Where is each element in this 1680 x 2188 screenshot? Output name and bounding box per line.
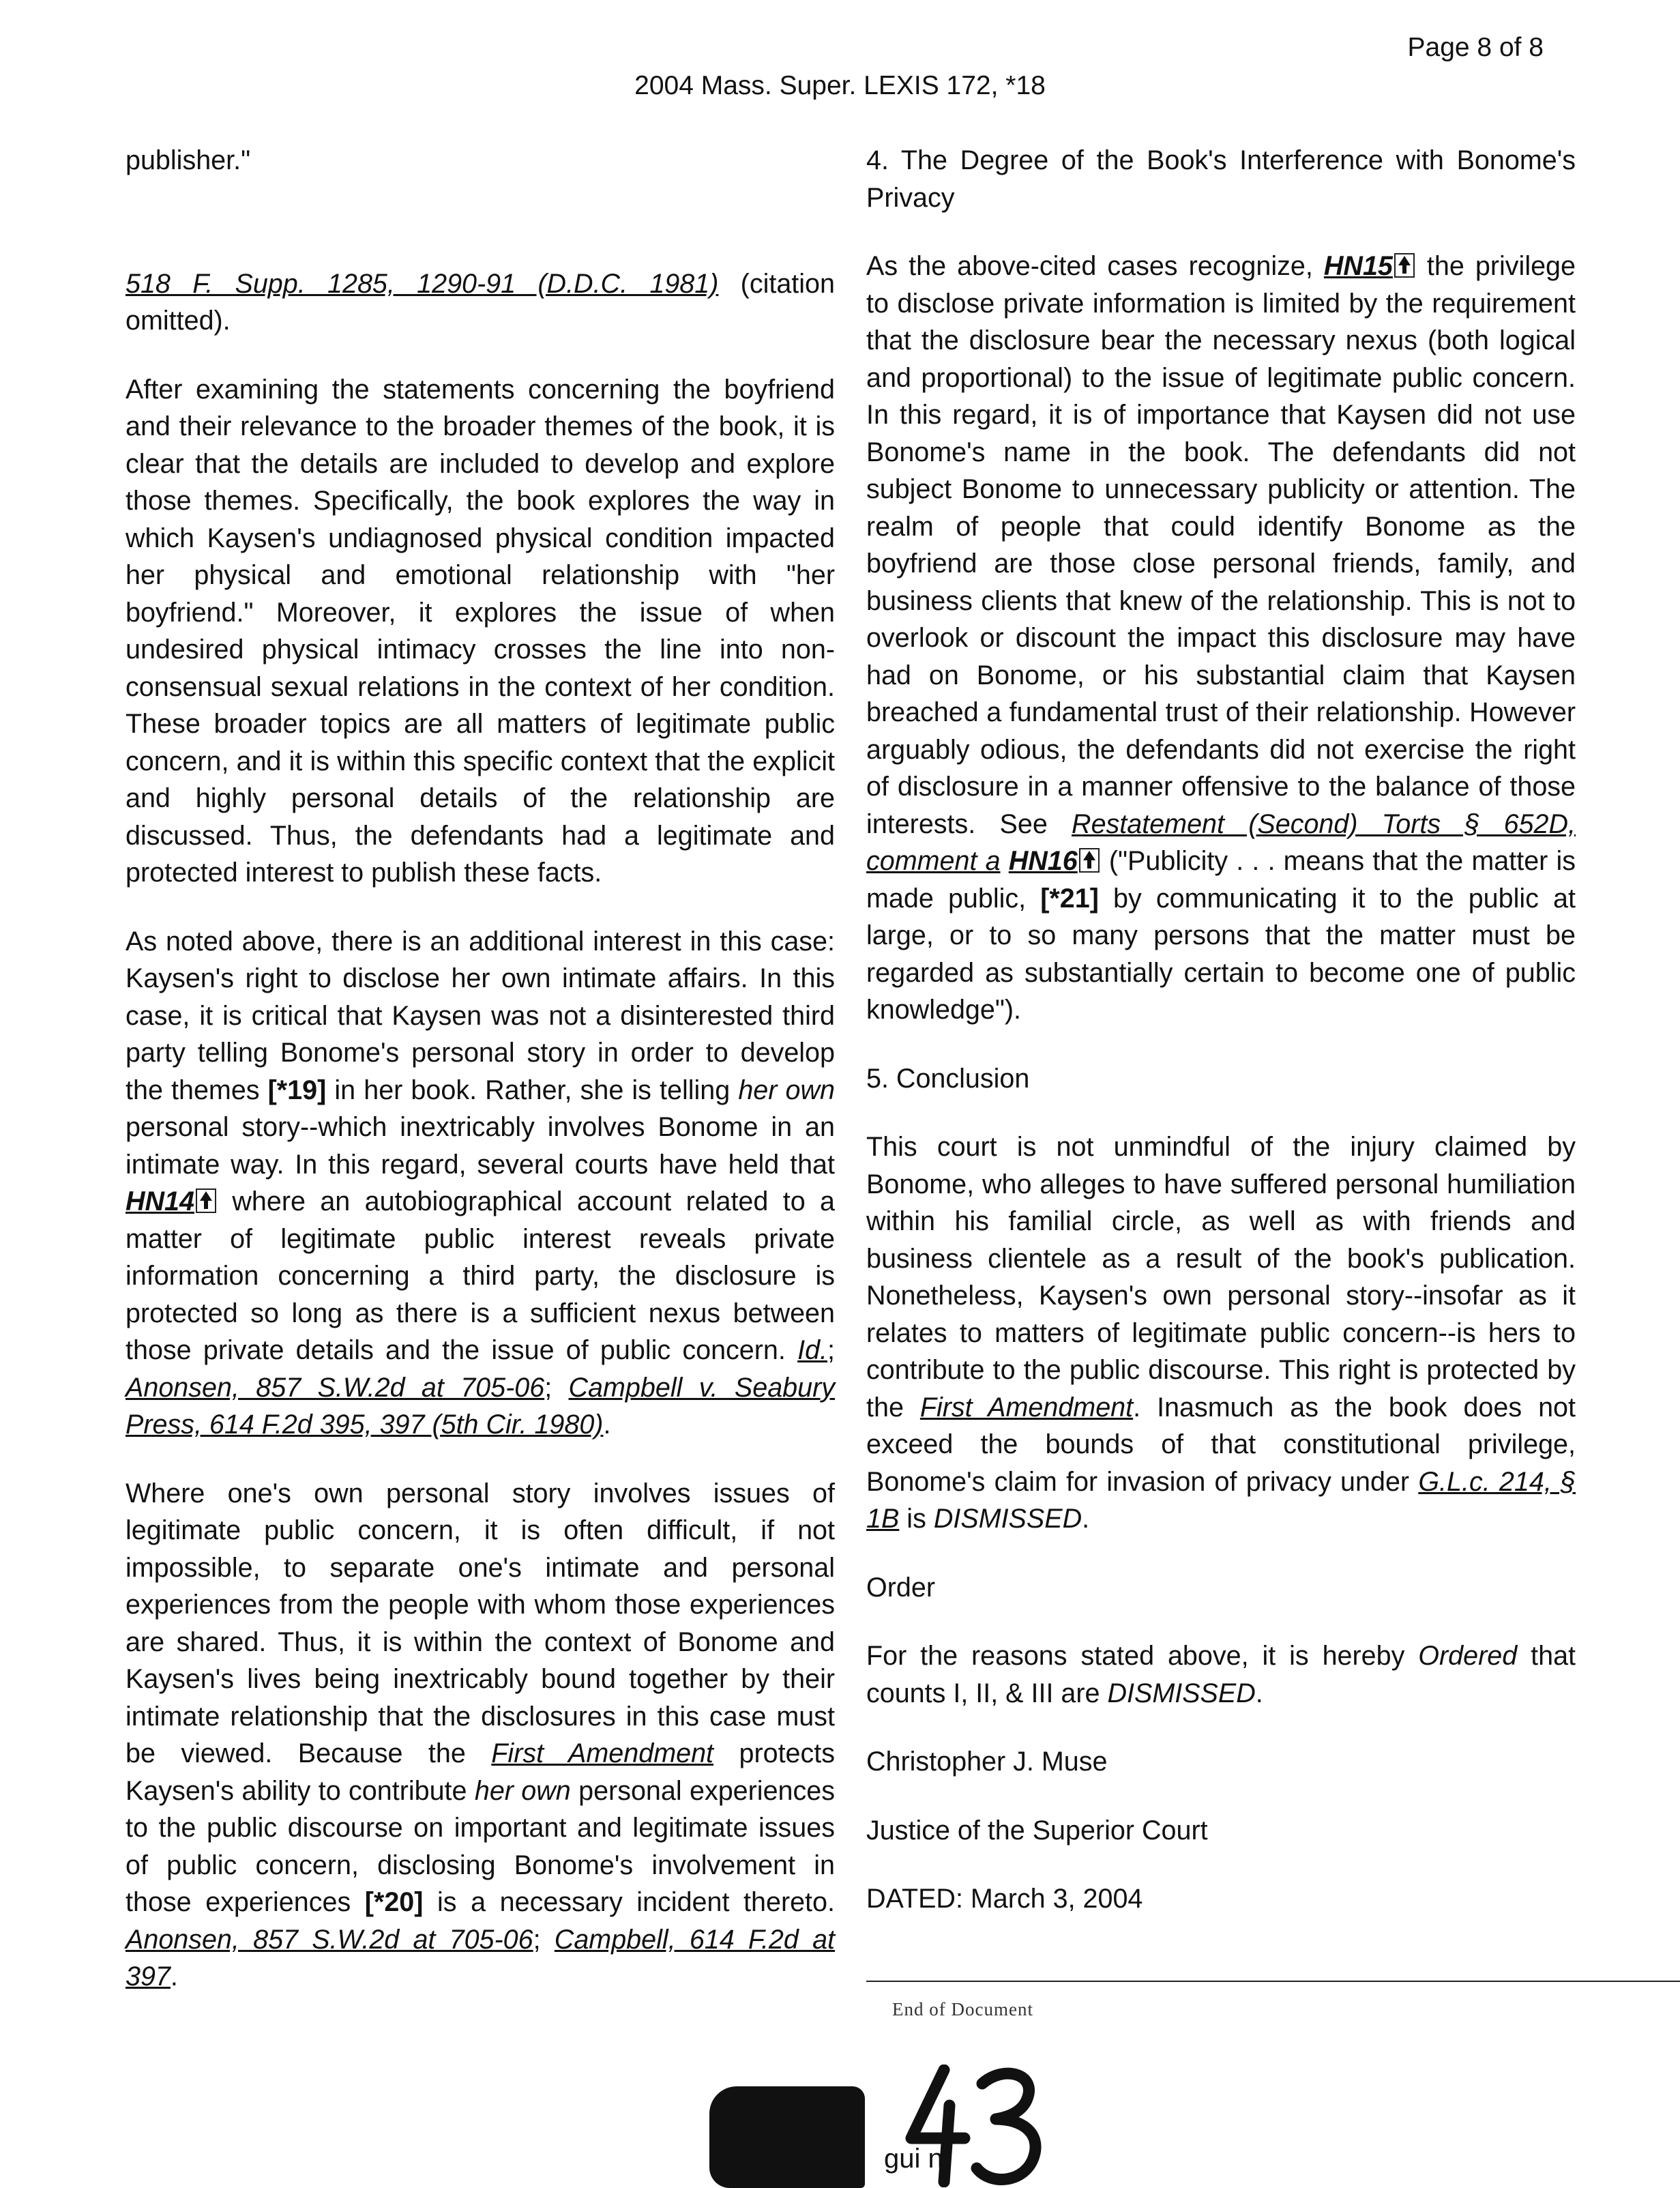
star-page-marker: [*20] bbox=[364, 1887, 424, 1917]
headnote-up-arrow-icon[interactable] bbox=[1079, 848, 1100, 873]
order-heading: Order bbox=[866, 1572, 935, 1603]
citation-link[interactable]: G.L.c. 214, § 1B bbox=[866, 1466, 1576, 1534]
star-page-marker: [*19] bbox=[267, 1075, 327, 1105]
citation-link[interactable]: Id. bbox=[797, 1335, 828, 1365]
citation-link[interactable]: Anonsen, 857 S.W.2d at 705-06 bbox=[126, 1924, 533, 1955]
paragraph-citation: 518 F. Supp. 1285, 1290-91 (D.D.C. 1981) (citation omitted). bbox=[126, 268, 835, 336]
citation-link[interactable]: Campbell, 614 F.2d at 397 bbox=[126, 1924, 836, 1992]
headnote-up-arrow-icon[interactable] bbox=[196, 1188, 216, 1213]
section-heading-interference: 4. The Degree of the Book's Interference with Bonome's Privacy bbox=[866, 145, 1576, 213]
end-of-document-label: End of Document bbox=[892, 1999, 1033, 2019]
right-column bbox=[866, 142, 1576, 1949]
headnote-link[interactable]: HN16 bbox=[1008, 846, 1078, 876]
section-heading-conclusion: 5. Conclusion bbox=[866, 1063, 1030, 1094]
headnote-link[interactable]: HN14 bbox=[126, 1186, 194, 1216]
handwritten-number-43 bbox=[902, 2065, 1045, 2187]
citation-link[interactable]: Campbell v. Seabury Press, 614 F.2d 395, 397 (5th Cir. 1980) bbox=[126, 1372, 835, 1440]
citation-link[interactable]: First Amendment bbox=[919, 1392, 1134, 1423]
citation-link[interactable]: 518 F. Supp. 1285, 1290-91 (D.D.C. 1981) bbox=[126, 268, 719, 299]
page-number: Page 8 of 8 bbox=[1407, 33, 1544, 62]
citation-link[interactable]: Anonsen, 857 S.W.2d at 705-06 bbox=[126, 1372, 545, 1403]
dated-line: DATED: March 3, 2004 bbox=[866, 1884, 1143, 1914]
paragraph-own-story: Where one's own personal story involves issues of legitimate public concern, it is often difficult, if not impossible, to separate one's intimate and personal experiences from the people with whom those experiences are shared. Thus, it is within the context of Bonome and Kaysen's lives being inextricably bound together by their intimate relationship that the disclosures in this case must be viewed. Because the First Amendment protects Kaysen's ability to contribute her own personal experiences to the public discourse on important and legitimate issues of public concern, disclosing Bonome's involvement in those experiences [*20] is a necessary incident thereto. Anonsen, 857 S.W.2d at 705-06; Campbell, 614 F.2d at 397. bbox=[126, 1478, 836, 1992]
judge-title: Justice of the Superior Court bbox=[866, 1815, 1208, 1846]
paragraph-above-cited: As the above-cited cases recognize, HN15 the privilege to disclose private information is limited by the requirement that the disclosure bear the necessary nexus (both logical and proportional) to the issue of legitimate public concern. In this regard, it is of importance that Kaysen did not use Bonome's name in the book. The defendants did not subject Bonome to unnecessary publicity or attention. The realm of people that could identify Bonome as the boyfriend are those close personal friends, family, and business clients that knew of the relationship. This is not to overlook or discount the impact this disclosure may have had on Bonome, or his substantial claim that Kaysen breached a fundamental trust of their relationship. However arguably odious, the defendants did not exercise the right of disclosure in a manner offensive to the balance of those interests. See Restatement (Second) Torts § 652D, comment a HN16 ("Publicity . . . means that the matter is made public, [*21] by communicating it to the public at large, or to so many persons that the matter must be regarded as substantially certain to become one of public knowledge"). bbox=[866, 251, 1576, 1025]
judge-name: Christopher J. Muse bbox=[866, 1747, 1108, 1777]
star-page-marker: [*21] bbox=[1040, 883, 1099, 914]
end-divider bbox=[866, 1981, 1680, 1982]
headnote-up-arrow-icon[interactable] bbox=[1394, 253, 1415, 278]
citation-link[interactable]: Restatement (Second) Torts § 652D, comment a bbox=[866, 808, 1576, 876]
paragraph-publisher: publisher." bbox=[126, 145, 251, 175]
left-column bbox=[126, 142, 835, 2027]
running-header-citation: 2004 Mass. Super. LEXIS 172, *18 bbox=[634, 71, 1046, 100]
margin-fragment-text: gui n bbox=[884, 2144, 943, 2174]
paragraph-order: For the reasons stated above, it is hereby Ordered that counts I, II, & III are DISMISSED. bbox=[866, 1641, 1576, 1708]
paragraph-noted-above: As noted above, there is an additional interest in this case: Kaysen's right to disclose her own intimate affairs. In this case, it is critical that Kaysen was not a disinterested third party telling Bonome's personal story in order to develop the themes [*19] in her book. Rather, she is telling her own personal story--which inextricably involves Bonome in an intimate way. In this regard, several courts have held that HN14 where an autobiographical account related to a matter of legitimate public interest reveals private information concerning a third party, the disclosure is protected so long as there is a sufficient nexus between those private details and the issue of public concern. Id.; Anonsen, 857 S.W.2d at 705-06; Campbell v. Seabury Press, 614 F.2d 395, 397 (5th Cir. 1980). bbox=[126, 926, 835, 1440]
paragraph-examining: After examining the statements concerning the boyfriend and their relevance to the broader themes of the book, it is clear that the details are included to develop and explore those themes. Specifically, the book explores the way in which Kaysen's undiagnosed physical condition impacted her physical and emotional relationship with "her boyfriend." Moreover, it explores the issue of when undesired physical intimacy crosses the line into non-consensual sexual relations in the context of her condition. These broader topics are all matters of legitimate public concern, and it is within this specific context that the explicit and highly personal details of the relationship are discussed. Thus, the defendants had a legitimate and protected interest to publish these facts. bbox=[126, 374, 835, 888]
headnote-link[interactable]: HN15 bbox=[1323, 251, 1393, 281]
citation-link[interactable]: First Amendment bbox=[491, 1738, 714, 1768]
paragraph-conclusion: This court is not unmindful of the injury claimed by Bonome, who alleges to have suffered personal humiliation within his familial circle, as well as with friends and business clientele as a result of the book's publication. Nonetheless, Kaysen's own personal story--insofar as it relates to matters of legitimate public concern--is hers to contribute to the public discourse. This right is protected by the First Amendment. Inasmuch as the book does not exceed the bounds of that constitutional privilege, Bonome's claim for invasion of privacy under G.L.c. 214, § 1B is DISMISSED. bbox=[866, 1132, 1576, 1534]
redaction-mark bbox=[709, 2086, 865, 2188]
